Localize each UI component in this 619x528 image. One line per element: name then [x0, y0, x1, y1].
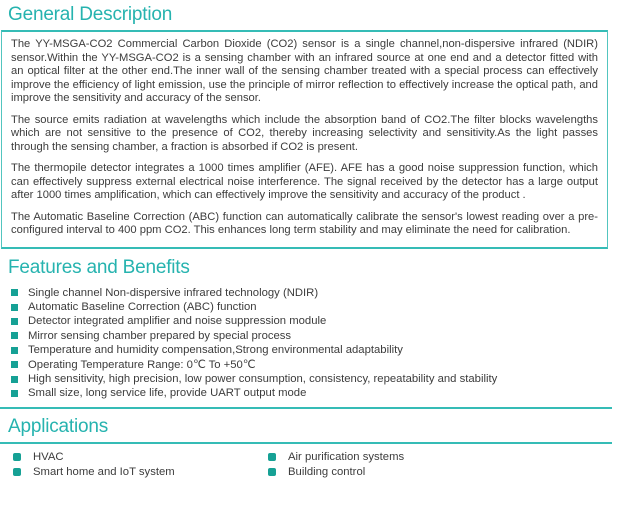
- bullet-square-icon: [11, 361, 18, 368]
- applications-list: [0, 450, 619, 480]
- section-title-general-description: General Description: [8, 4, 173, 25]
- feature-label: High sensitivity, high precision, low power consumption, consistency, repeatability and stability: [28, 373, 498, 386]
- paragraph: The YY-MSGA-CO2 Commercial Carbon Dioxide (CO2) sensor is a single channel,non-dispersive infrared (NDIR) sensor.Within the YY-MSGA-CO2 is a sensing chamber with an infrared source at one end and a detector fitted with an optical filter at the other end.The inner wall of the sensing chamber treated with a special process can effectively improve the efficiency of light emission, use the principle of mirror reflection to effectively increase the optical path, and improve the sensitivity and accuracy of the sensor.: [11, 38, 598, 104]
- bullet-square-icon: [13, 453, 21, 461]
- features-list: [0, 286, 619, 401]
- feature-label: Small size, long service life, provide UART output mode: [28, 387, 307, 400]
- list-item: [11, 357, 619, 371]
- bullet-square-icon: [13, 468, 21, 476]
- bullet-square-icon: [11, 376, 18, 383]
- feature-label: Mirror sensing chamber prepared by special process: [28, 329, 292, 342]
- list-item: [11, 386, 619, 400]
- section-divider: [0, 442, 612, 444]
- bullet-square-icon: [11, 318, 18, 325]
- bullet-square-icon: [268, 468, 276, 476]
- list-item: [11, 286, 619, 300]
- application-label: HVAC: [33, 451, 64, 464]
- bullet-square-icon: [11, 390, 18, 397]
- list-item: [11, 314, 619, 328]
- list-item: [11, 372, 619, 386]
- section-divider: [0, 407, 612, 409]
- list-item: [13, 465, 268, 480]
- section-title-applications: Applications: [8, 415, 109, 437]
- list-item: [11, 300, 619, 314]
- bullet-square-icon: [11, 347, 18, 354]
- list-item: [268, 465, 404, 480]
- bullet-square-icon: [11, 332, 18, 339]
- paragraph: The thermopile detector integrates a 1000 times amplifier (AFE). AFE has a good noise suppression function, which can effectively suppress external electrical noise interference. The signal received by the detector has a large output after 1000 times amplification, which can effectively improve the sensitivity and accuracy of the product .: [11, 162, 598, 201]
- paragraph: The source emits radiation at wavelengths which include the absorption band of CO2.The filter blocks wavelengths which are not sensitive to the presence of CO2, thereby increasing selectivity and sensitivity.As the light passes through the sensing chamber, a fraction is absorbed if CO2 is present.: [11, 113, 598, 153]
- paragraph: The Automatic Baseline Correction (ABC) function can automatically calibrate the sensor's lowest reading over a pre-configured interval to 400 ppm CO2. This enhances long term stability and may eliminate the need for calibration.: [11, 210, 598, 236]
- list-item: [13, 450, 268, 465]
- feature-label: Detector integrated amplifier and noise suppression module: [28, 315, 327, 328]
- list-item: [11, 343, 619, 357]
- application-label: Building control: [288, 466, 366, 479]
- feature-label: Single channel Non-dispersive infrared technology (NDIR): [28, 286, 319, 299]
- general-description-box: [1, 30, 608, 249]
- list-item: [11, 329, 619, 343]
- application-label: Air purification systems: [288, 451, 405, 464]
- bullet-square-icon: [268, 453, 276, 461]
- feature-label: Temperature and humidity compensation,Strong environmental adaptability: [28, 344, 403, 357]
- feature-label: Automatic Baseline Correction (ABC) function: [28, 301, 257, 314]
- bullet-square-icon: [11, 289, 18, 296]
- bullet-square-icon: [11, 304, 18, 311]
- section-title-features-and-benefits: Features and Benefits: [8, 256, 190, 278]
- feature-label: Operating Temperature Range: 0℃ To +50℃: [28, 359, 256, 372]
- list-item: [268, 450, 404, 465]
- application-label: Smart home and IoT system: [33, 466, 175, 479]
- applications-column-left: [13, 450, 268, 480]
- applications-column-right: [268, 450, 404, 480]
